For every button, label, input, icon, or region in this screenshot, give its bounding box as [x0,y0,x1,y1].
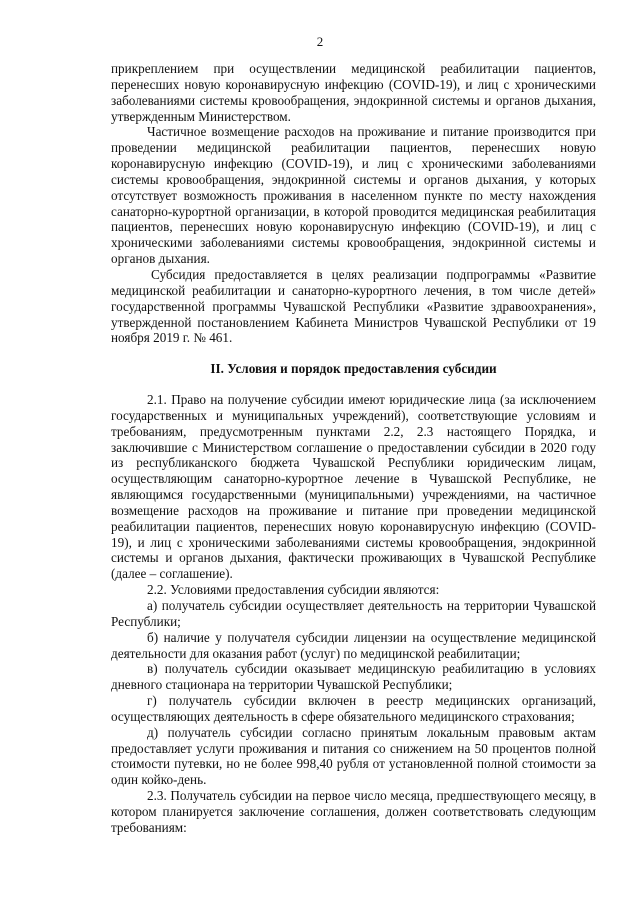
list-item: а) получатель субсидии осуществляет деятельность на территории Чувашской Республики; [111,598,596,629]
paragraph: Частичное возмещение расходов на проживание и питание производится при проведении медицинской реабилитации пациентов, перенесших новую коронавирусную инфекцию (COVID-19), и лиц с хроническими заболеваниями системы кровообращения, эндокринной системы и органов дыхания, у которых отсутствует возможность проживания в населенном пункте по месту нахождения санаторно-курортной организации, в которой проводится медицинская реабилитация пациентов, перенесших новую коронавирусную инфекцию (COVID-19), и лиц с хроническими заболеваниями системы кровообращения, эндокринной системы и органов дыхания. [111,124,596,267]
list-item: д) получатель субсидии согласно принятым локальным правовым актам предоставляет услуги проживания и питания со снижением на 50 процентов полной стоимости путевки, но не более 998,40 рубля от установленной полной стоимости за один койко-день. [111,724,596,788]
document-body [111,61,596,836]
list-item: б) наличие у получателя субсидии лицензии на осуществление медицинской деятельности для оказания работ (услуг) по медицинской реабилитации; [111,629,596,661]
paragraph: Субсидия предоставляется в целях реализации подпрограммы «Развитие медицинской реабилитации и санаторно-курортного лечения, в том числе детей» государственной программы Чувашской Республики «Развитие здравоохранения», утвержденной постановлением Кабинета Министров Чувашской Республики от 19 ноября 2019 г. № 461. [111,266,596,346]
paragraph: 2.3. Получатель субсидии на первое число месяца, предшествующего месяцу, в котором планируется заключение соглашения, должен соответствовать следующим требованиям: [111,788,596,835]
paragraph: прикреплением при осуществлении медицинской реабилитации пациентов, перенесших новую коронавирусную инфекцию (COVID-19), и лиц с хроническими заболеваниями системы кровообращения, эндокринной системы и органов дыхания, утвержденным Министерством. [111,61,596,124]
list-item: г) получатель субсидии включен в реестр медицинских организаций, осуществляющих деятельность в сфере обязательного медицинского страхования; [111,693,596,724]
list-item: в) получатель субсидии оказывает медицинскую реабилитацию в условиях дневного стационара на территории Чувашской Республики; [111,661,596,693]
paragraph: 2.1. Право на получение субсидии имеют юридические лица (за исключением государственных и муниципальных учреждений), соответствующие условиям и требованиям, предусмотренным пунктами 2.2, 2.3 настоящего Порядка, и заключившие с Министерством соглашение о предоставлении субсидии в 2020 году из республиканского бюджета Чувашской Республики юридическим лицам, осуществляющим санаторно-курортное лечение в Чувашской Республике, не являющимся государственными (муниципальными) учреждениями, на частичное возмещение расходов на проживание и питание при проведении медицинской реабилитации пациентов, перенесших новую коронавирусную инфекцию (COVID-19), и лиц с хроническими заболеваниями системы кровообращения, эндокринной системы и органов дыхания, фактически проживающих в Чувашской Республике (далее – соглашение). [111,392,596,582]
section-title: II. Условия и порядок предоставления субсидии [210,361,497,377]
paragraph: 2.2. Условиями предоставления субсидии являются: [147,582,440,598]
page-number: 2 [316,34,324,49]
